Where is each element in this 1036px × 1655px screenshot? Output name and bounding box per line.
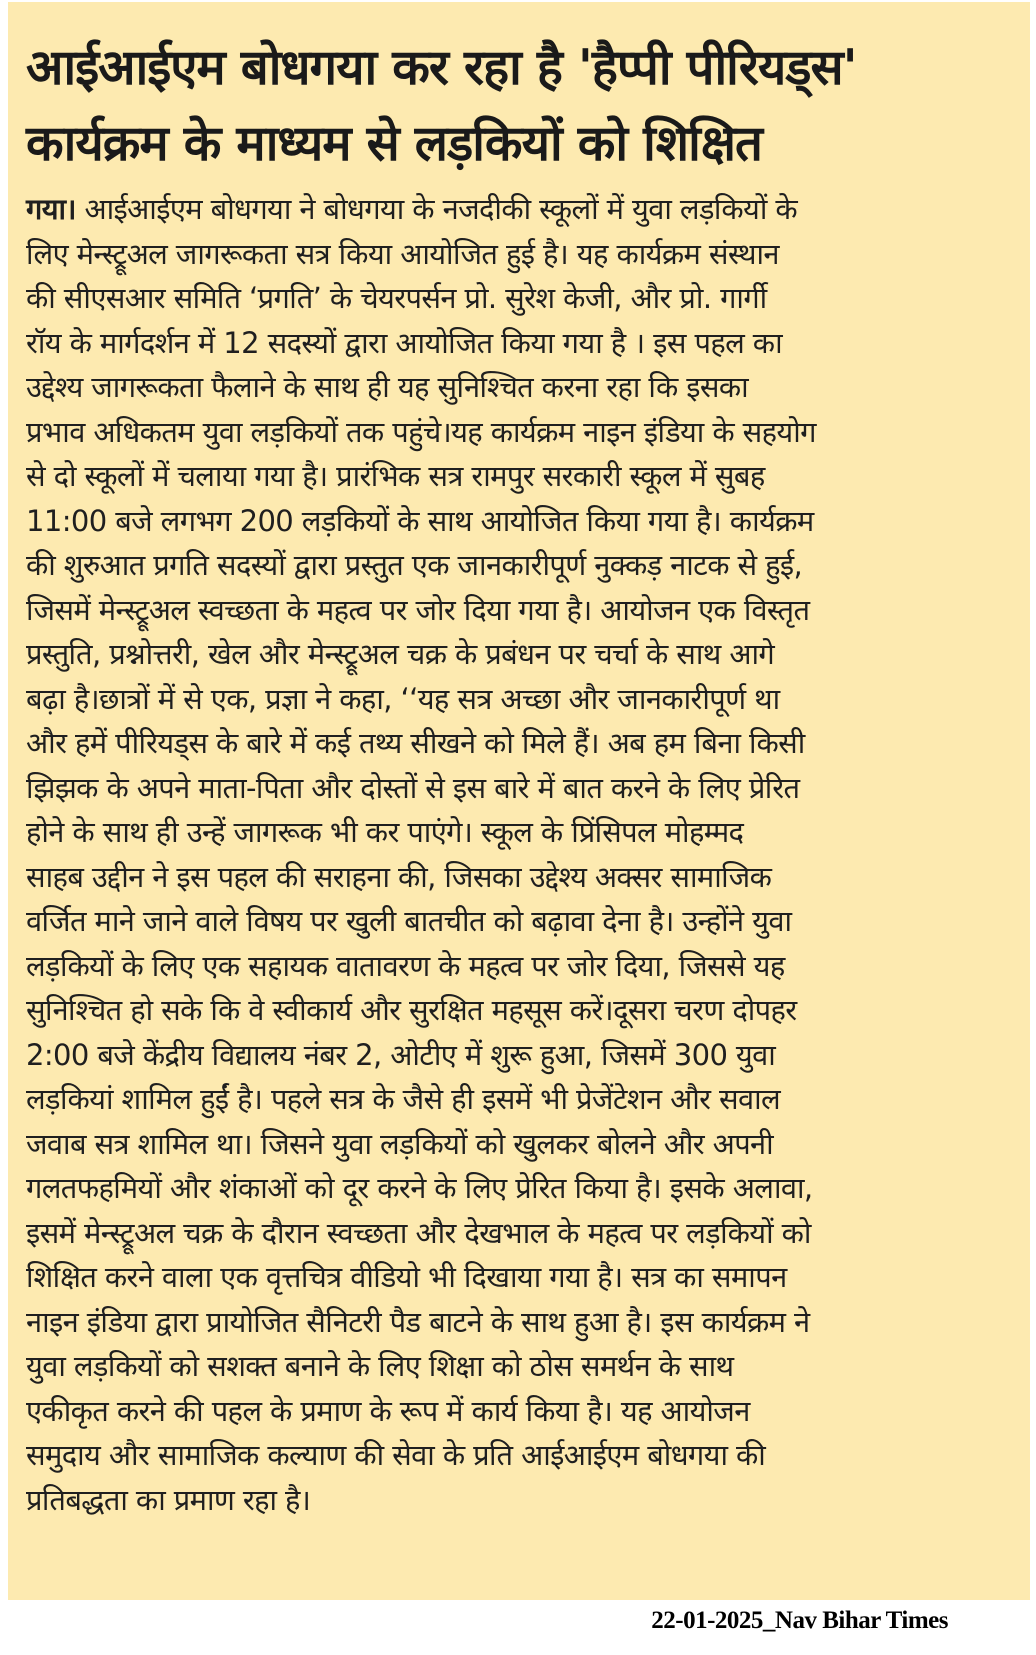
source-caption: 22-01-2025_Nav Bihar Times xyxy=(651,1607,948,1634)
body-line: झिझक के अपने माता-पिता और दोस्तों से इस बारे में बात करने के लिए प्रेरित xyxy=(26,770,800,805)
body-line: बढ़ा है।छात्रों में से एक, प्रज्ञा ने कहा, ‘‘यह सत्र अच्छा और जानकारीपूर्ण था xyxy=(26,681,780,716)
dateline: गया। xyxy=(26,192,76,226)
body-line: जवाब सत्र शामिल था। जिसने युवा लड़कियों को खुलकर बोलने और अपनी xyxy=(26,1126,774,1161)
body-line: होने के साथ ही उन्हें जागरूक भी कर पाएंगे। स्कूल के प्रिंसिपल मोहम्मद xyxy=(26,815,744,849)
body-line: साहब उद्दीन ने इस पहल की सराहना की, जिसका उद्देश्य अक्सर सामाजिक xyxy=(26,859,772,894)
body-line: समुदाय और सामाजिक कल्याण की सेवा के प्रति आईआईएम बोधगया की xyxy=(26,1438,766,1472)
body-line: लिए मेन्स्ट्रूअल जागरूकता सत्र किया आयोजित हुई है। यह कार्यक्रम संस्थान xyxy=(26,236,779,271)
body-line: प्रतिबद्धता का प्रमाण रहा है। xyxy=(26,1482,311,1517)
body-line: गलतफहमियों और शंकाओं को दूर करने के लिए प्रेरित किया है। इसके अलावा, xyxy=(26,1171,813,1205)
body-line: सुनिश्चित हो सके कि वे स्वीकार्य और सुरक्षित महसूस करें।दूसरा चरण दोपहर xyxy=(26,993,797,1027)
body-line: और हमें पीरियड्स के बारे में कई तथ्य सीखने को मिले हैं। अब हम बिना किसी xyxy=(26,726,805,760)
body-line: प्रस्तुति, प्रश्नोत्तरी, खेल और मेन्स्ट्रूअल चक्र के प्रबंधन पर चर्चा के साथ आगे xyxy=(26,637,775,671)
body-line-text: आईआईएम बोधगया ने बोधगया के नजदीकी स्कूलों में युवा लड़कियों के xyxy=(75,192,798,226)
body-line: शिक्षित करने वाला एक वृत्तचित्र वीडियो भी दिखाया गया है। सत्र का समापन xyxy=(26,1260,787,1294)
body-line: एकीकृत करने की पहल के प्रमाण के रूप में कार्य किया है। यह आयोजन xyxy=(26,1393,750,1428)
body-line: इसमें मेन्स्ट्रूअल चक्र के दौरान स्वच्छता और देखभाल के महत्व पर लड़कियों को xyxy=(26,1215,811,1250)
body-line: युवा लड़कियों को सशक्त बनाने के लिए शिक्षा को ठोस समर्थन के साथ xyxy=(26,1349,734,1383)
body-line: से दो स्कूलों में चलाया गया है। प्रारंभिक सत्र रामपुर सरकारी स्कूल में सुबह xyxy=(26,459,765,493)
body-line: जिसमें मेन्स्ट्रूअल स्वच्छता के महत्व पर जोर दिया गया है। आयोजन एक विस्तृत xyxy=(26,592,810,627)
body-line: लड़कियां शामिल हुईं है। पहले सत्र के जैसे ही इसमें भी प्रेजेंटेशन और सवाल xyxy=(26,1082,781,1116)
body-line: नाइन इंडिया द्वारा प्रायोजित सैनिटरी पैड बाटने के साथ हुआ है। इस कार्यक्रम ने xyxy=(26,1304,810,1339)
body-line xyxy=(26,187,1016,232)
body-line: 2:00 बजे केंद्रीय विद्यालय नंबर 2, ओटीए में शुरू हुआ, जिसमें 300 युवा xyxy=(26,1037,776,1072)
body-line: प्रभाव अधिकतम युवा लड़कियों तक पहुंचे।यह कार्यक्रम नाइन इंडिया के सहयोग xyxy=(26,414,816,449)
body-line: की शुरुआत प्रगति सदस्यों द्वारा प्रस्तुत एक जानकारीपूर्ण नुक्कड़ नाटक से हुई, xyxy=(26,548,803,582)
body-line: रॉय के मार्गदर्शन में 12 सदस्यों द्वारा आयोजित किया गया है । इस पहल का xyxy=(26,325,782,360)
headline xyxy=(26,30,1016,182)
body-line: वर्जित माने जाने वाले विषय पर खुली बातचीत को बढ़ावा देना है। उन्होंने युवा xyxy=(26,904,792,938)
body-line: 11:00 बजे लगभग 200 लड़कियों के साथ आयोजित किया गया है। कार्यक्रम xyxy=(26,503,814,538)
body-line: उद्देश्य जागरूकता फैलाने के साथ ही यह सुनिश्चित करना रहा कि इसका xyxy=(26,370,749,404)
body-line: की सीएसआर समिति ‘प्रगति’ के चेयरपर्सन प्रो. सुरेश केजी, और प्रो. गार्गी xyxy=(26,281,767,315)
article-body xyxy=(26,187,1016,1522)
headline-line-2: कार्यक्रम के माध्यम से लड़कियों को शिक्षित xyxy=(26,115,762,172)
body-line: लड़कियों के लिए एक सहायक वातावरण के महत्व पर जोर दिया, जिससे यह xyxy=(26,948,785,983)
headline-line-1: आईआईएम बोधगया कर रहा है 'हैप्पी पीरियड्स' xyxy=(26,39,857,96)
